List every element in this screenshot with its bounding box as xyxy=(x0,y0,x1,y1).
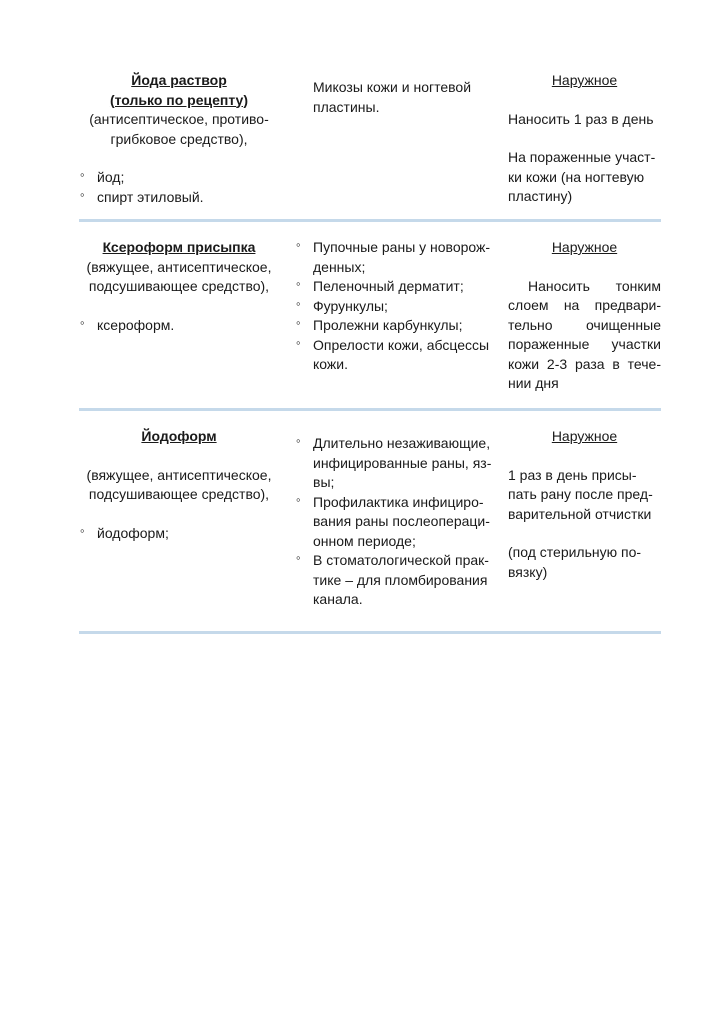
note-line: пластину) xyxy=(508,188,573,204)
component-item: ◦ йод; xyxy=(79,168,279,188)
component-item: ◦ спирт этиловый. xyxy=(79,188,279,208)
indication-item: ◦ Пролежни карбункулы; xyxy=(295,316,495,336)
components-list xyxy=(79,316,279,336)
dosing-text: Наносить 1 раз в день xyxy=(508,110,654,127)
indications-cell xyxy=(295,78,495,117)
indications-list xyxy=(295,238,495,375)
dosing-line: кожи 2-3 раза в тече- xyxy=(508,355,661,372)
indication-text xyxy=(295,78,495,117)
usage-cell xyxy=(508,238,661,394)
indication-item: ◦ В стоматологической прак- тике – для пломбирования канала. xyxy=(295,551,495,610)
drug-description: (антисептическое, противо- xyxy=(89,111,269,127)
dosing-line: варительной отчистки xyxy=(508,505,652,522)
drug-title-note: (только по рецепту) xyxy=(109,91,249,108)
route-label: Наружное xyxy=(551,72,618,88)
drug-cell xyxy=(79,427,279,543)
note-line: (под стерильную по- xyxy=(508,544,642,560)
drug-description: подсушивающее средство), xyxy=(88,486,270,502)
usage-cell xyxy=(508,427,661,582)
table-row xyxy=(79,66,661,222)
drug-description: (вяжущее, антисептическое, xyxy=(86,466,272,483)
dosing-line: пораженные участки xyxy=(508,336,661,352)
route-label: Наружное xyxy=(551,239,618,255)
indication-line: пластины. xyxy=(313,98,380,115)
table-row xyxy=(79,222,661,411)
usage-cell xyxy=(508,71,661,207)
drug-cell xyxy=(79,238,279,335)
dosing-line: нии дня xyxy=(508,375,559,391)
drug-description: грибковое средство), xyxy=(110,130,248,147)
components-list xyxy=(79,524,279,544)
route-label: Наружное xyxy=(551,428,618,444)
table-row xyxy=(79,411,661,634)
note-line: вязку) xyxy=(508,563,548,580)
drug-cell xyxy=(79,71,279,207)
dosing-line: слоем на предвари- xyxy=(508,297,661,313)
drug-table xyxy=(79,66,661,634)
indications-cell xyxy=(295,238,495,375)
indication-line: Микозы кожи и ногтевой xyxy=(313,79,472,95)
dosing-line: тельно очищенные xyxy=(508,316,661,333)
drug-title: Йодоформ xyxy=(141,428,217,444)
indication-item: ◦ Опрелости кожи, абсцессы кожи. xyxy=(295,336,495,375)
indication-item: ◦ Длительно незаживающие, инфицированные раны, яз- вы; xyxy=(295,434,495,493)
dosing-line: 1 раз в день присы- xyxy=(508,466,637,483)
dosing-line: Наносить тонким xyxy=(528,277,661,294)
note-line: На пораженные участ- xyxy=(508,149,656,165)
indications-cell xyxy=(295,434,495,610)
indications-list xyxy=(295,434,495,610)
drug-title: Ксероформ присыпка xyxy=(102,239,256,255)
component-item: ◦ ксероформ. xyxy=(79,316,279,336)
indication-item: ◦ Фурункулы; xyxy=(295,297,495,317)
indication-item: ◦ Пупочные раны у новорож- денных; xyxy=(295,238,495,277)
dosing-line: пать рану после пред- xyxy=(508,486,653,502)
drug-description: (вяжущее, антисептическое, xyxy=(86,258,272,275)
note-line: ки кожи (на ногтевую xyxy=(508,168,645,185)
component-item: ◦ йодоформ; xyxy=(79,524,279,544)
drug-title: Йода раствор xyxy=(131,72,227,88)
indication-item: ◦ Пеленочный дерматит; xyxy=(295,277,495,297)
components-list xyxy=(79,168,279,207)
indication-item: ◦ Профилактика инфициро- вания раны послеопераци- онном периоде; xyxy=(295,493,495,552)
drug-description: подсушивающее средство), xyxy=(88,278,270,294)
